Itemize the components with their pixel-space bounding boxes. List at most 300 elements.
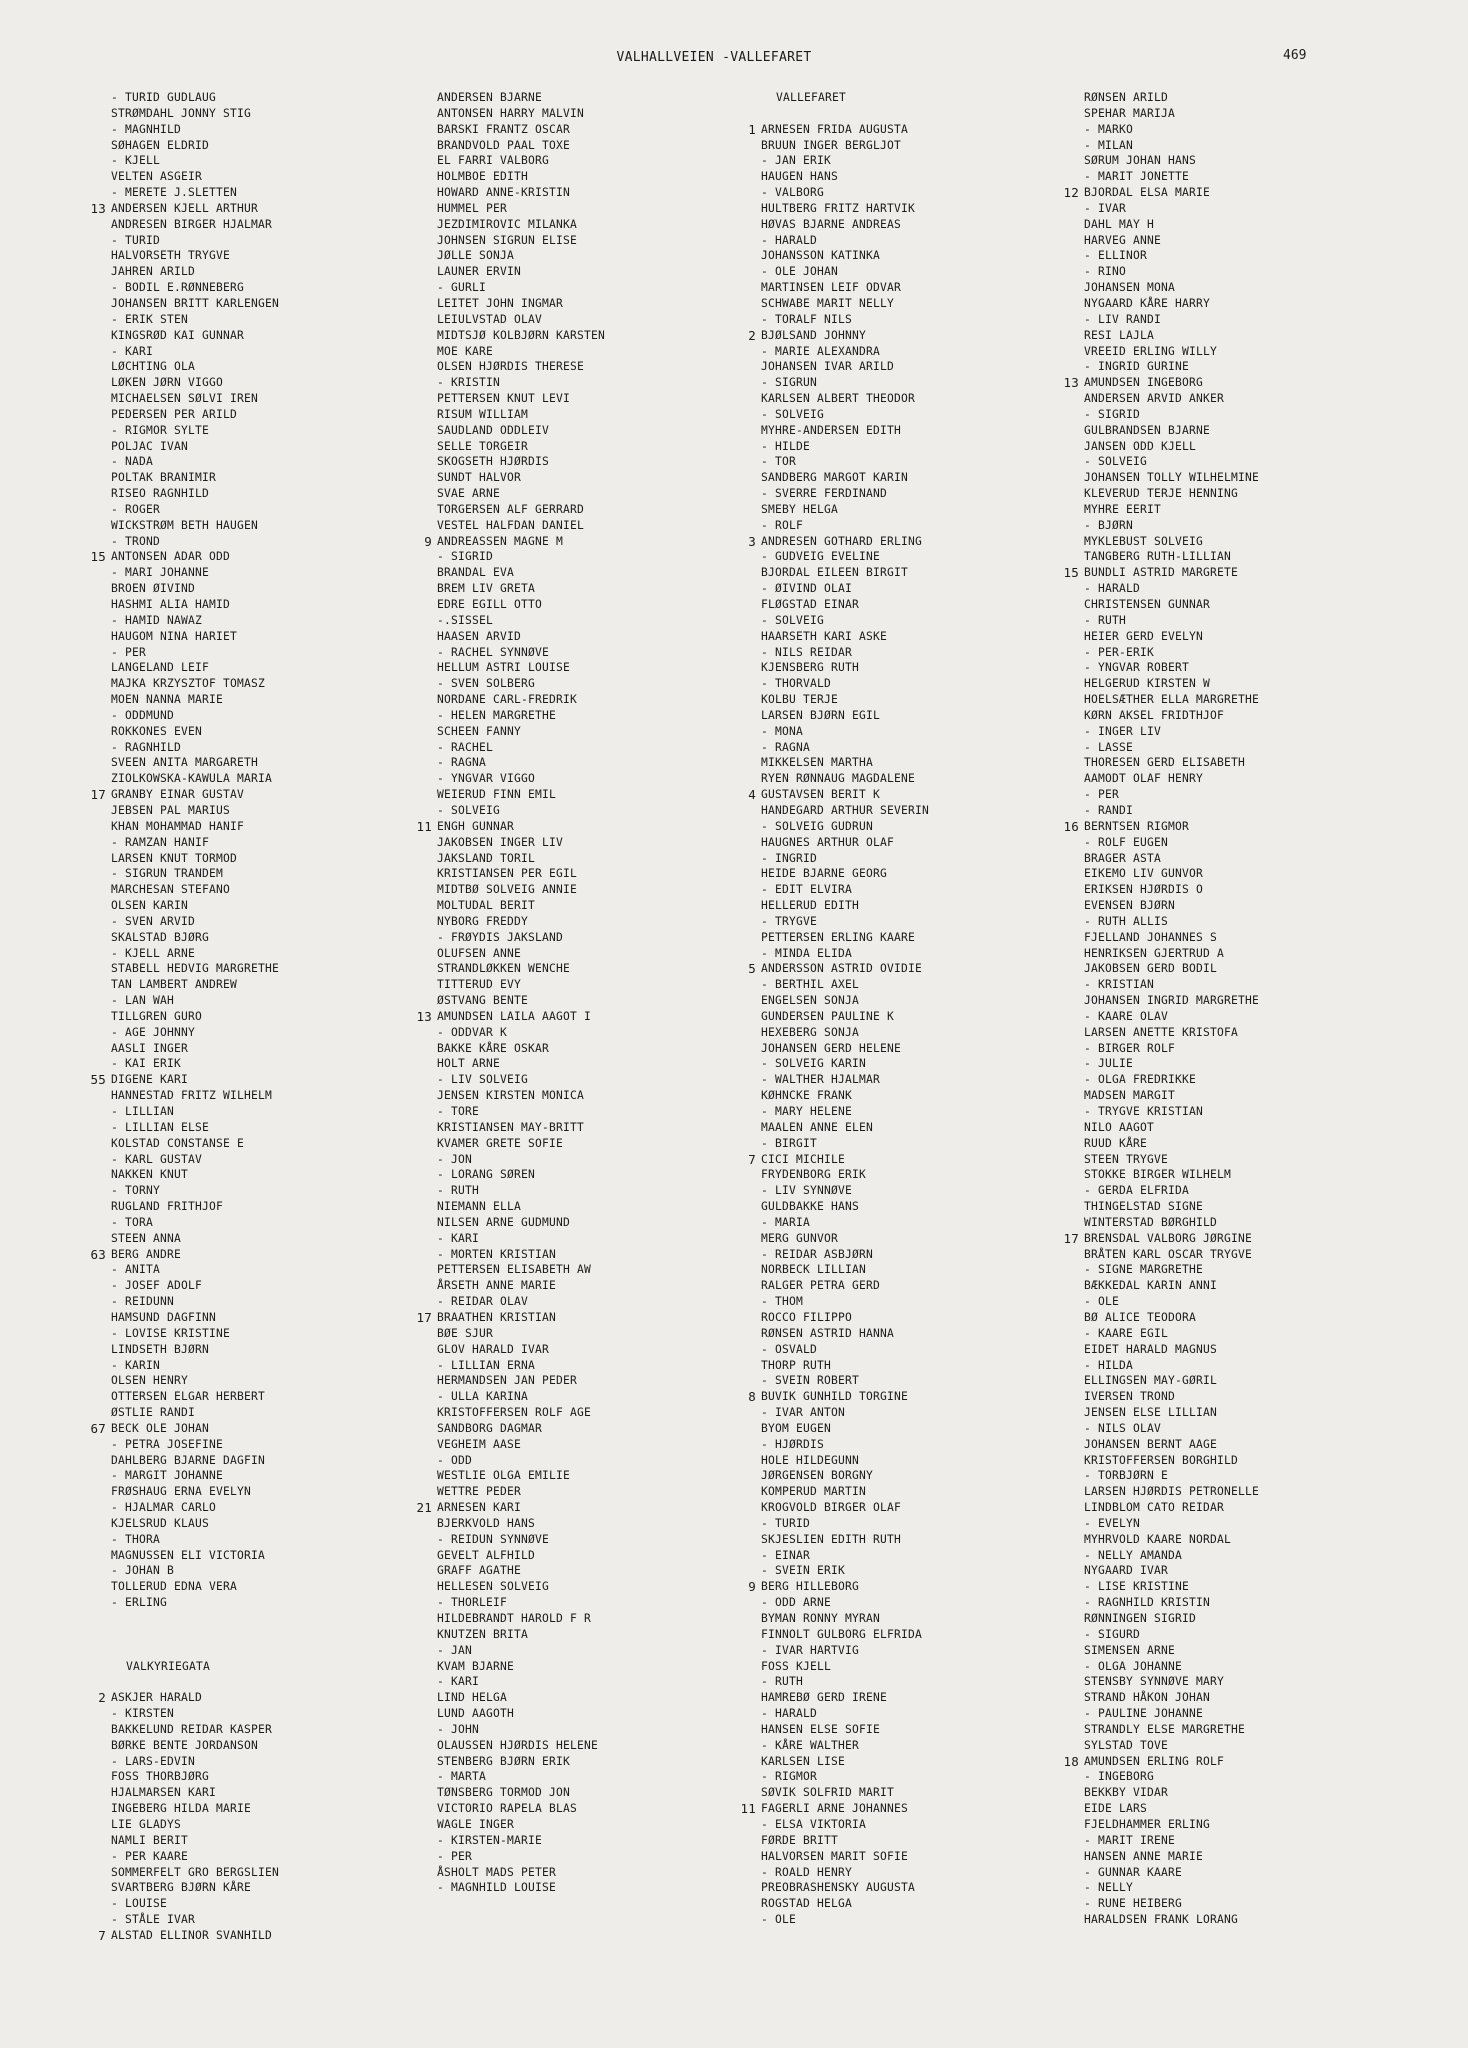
directory-entry [80, 1152, 420, 1168]
resident-name: LARSEN KNUT TORMOD [111, 851, 238, 865]
directory-entry [1053, 645, 1393, 661]
resident-name: KJENSBERG RUTH [761, 661, 860, 675]
resident-name: SMEBY HELGA [761, 502, 839, 516]
directory-entry [730, 755, 1070, 771]
directory-entry [406, 771, 746, 787]
directory-entry [1053, 1849, 1393, 1865]
resident-name: - JOHN [437, 1722, 480, 1736]
directory-entry [1053, 1262, 1393, 1278]
resident-name: JOHANSEN BRITT KARLENGEN [111, 296, 280, 310]
directory-entry [406, 1009, 746, 1025]
directory-entry [406, 1247, 746, 1263]
resident-name: KHAN MOHAMMAD HANIF [111, 819, 245, 833]
resident-name: - RANDI [1084, 803, 1134, 817]
directory-entry [730, 1405, 1070, 1421]
resident-name: LEIULVSTAD OLAV [437, 312, 543, 326]
resident-name: JOHANSEN BERNT AAGE [1084, 1437, 1218, 1451]
resident-name: HAUGEN HANS [761, 170, 839, 184]
resident-name: MYHRE EERIT [1084, 502, 1162, 516]
resident-name: BYOM EUGEN [761, 1421, 832, 1435]
resident-name: DAHL MAY H [1084, 217, 1155, 231]
directory-entry [1053, 1072, 1393, 1088]
resident-name: - KAARE EGIL [1084, 1326, 1169, 1340]
directory-entry [80, 629, 420, 645]
directory-entry [406, 1532, 746, 1548]
directory-entry [1053, 534, 1393, 550]
resident-name: STENBERG BJØRN ERIK [437, 1754, 571, 1768]
resident-name: JEZDIMIROVIC MILANKA [437, 217, 578, 231]
directory-entry [80, 1358, 420, 1374]
resident-name: HANDEGARD ARTHUR SEVERIN [761, 803, 930, 817]
resident-name: - KARIN [111, 1358, 161, 1372]
resident-name: - REIDAR OLAV [437, 1295, 529, 1309]
directory-entry [406, 1421, 746, 1437]
resident-name: POLTAK BRANIMIR [111, 471, 217, 485]
resident-name: MARTINSEN LEIF ODVAR [761, 281, 902, 295]
house-number: 55 [90, 1072, 106, 1088]
directory-entry [730, 122, 1070, 138]
directory-entry [730, 882, 1070, 898]
directory-entry [1053, 169, 1393, 185]
resident-name: STENSBY SYNNØVE MARY [1084, 1675, 1225, 1689]
directory-entry [730, 740, 1070, 756]
resident-name: KOLBU TERJE [761, 693, 839, 707]
resident-name: HEIER GERD EVELYN [1084, 629, 1204, 643]
directory-entry [406, 1595, 746, 1611]
resident-name: - RAGNHILD KRISTIN [1084, 1596, 1211, 1610]
directory-entry [80, 344, 420, 360]
resident-name: ENGELSEN SONJA [761, 994, 860, 1008]
directory-entry [80, 977, 420, 993]
resident-name: HANNESTAD FRITZ WILHELM [111, 1089, 273, 1103]
resident-name: KARLSEN ALBERT THEODOR [761, 392, 916, 406]
directory-entry [406, 1231, 746, 1247]
directory-entry [406, 1120, 746, 1136]
resident-name: - AGE JOHNNY [111, 1025, 196, 1039]
directory-entry [1053, 470, 1393, 486]
directory-entry [406, 1690, 746, 1706]
directory-entry [80, 708, 420, 724]
resident-name: KVAM BJARNE [437, 1659, 515, 1673]
directory-entry [80, 1231, 420, 1247]
directory-entry [730, 724, 1070, 740]
resident-name: MOEN NANNA MARIE [111, 693, 224, 707]
resident-name: SCHWABE MARIT NELLY [761, 296, 895, 310]
resident-name: JOHANSEN INGRID MARGRETHE [1084, 994, 1260, 1008]
directory-entry [1053, 946, 1393, 962]
directory-entry [730, 597, 1070, 613]
directory-entry [406, 993, 746, 1009]
directory-entry [730, 1025, 1070, 1041]
directory-entry [80, 565, 420, 581]
resident-name: VEGHEIM AASE [437, 1437, 522, 1451]
resident-name: - INGRID GURINE [1084, 360, 1190, 374]
directory-entry [1053, 565, 1393, 581]
resident-name: - RIGMOR SYLTE [111, 423, 210, 437]
resident-name: EDRE EGILL OTTO [437, 598, 543, 611]
resident-name: PETTERSEN ERLING KAARE [761, 930, 916, 944]
house-number: 11 [740, 1801, 756, 1817]
directory-entry [730, 296, 1070, 312]
resident-name: BREM LIV GRETA [437, 582, 536, 596]
resident-name: KNUTZEN BRITA [437, 1627, 529, 1641]
resident-name: HARALDSEN FRANK LORANG [1084, 1913, 1239, 1927]
directory-entry [1053, 391, 1393, 407]
directory-entry [1053, 1659, 1393, 1675]
directory-entry [406, 1215, 746, 1231]
house-number: 15 [1063, 565, 1079, 581]
directory-entry [406, 977, 746, 993]
directory-entry [730, 565, 1070, 581]
resident-name: INGEBERG HILDA MARIE [111, 1802, 252, 1816]
resident-name: STEEN ANNA [111, 1231, 182, 1245]
resident-name: SANDBERG MARGOT KARIN [761, 471, 909, 485]
resident-name: - RAGNA [437, 756, 487, 770]
directory-entry [730, 1769, 1070, 1785]
resident-name: DAHLBERG BJARNE DAGFIN [111, 1453, 266, 1467]
resident-name: LARSEN BJØRN EGIL [761, 708, 881, 722]
directory-entry [730, 1785, 1070, 1801]
directory-entry [406, 1484, 746, 1500]
resident-name: - EDIT ELVIRA [761, 883, 853, 897]
directory-entry [406, 1754, 746, 1770]
directory-entry [1053, 1152, 1393, 1168]
directory-entry [80, 993, 420, 1009]
directory-entry [730, 138, 1070, 154]
resident-name: ÅSHOLT MADS PETER [437, 1865, 557, 1879]
resident-name: MIKKELSEN MARTHA [761, 756, 874, 770]
resident-name: CHRISTENSEN GUNNAR [1084, 598, 1211, 611]
resident-name: - SOLVEIG [761, 407, 825, 421]
directory-entry [730, 787, 1070, 803]
directory-entry [1053, 1484, 1393, 1500]
resident-name: KRISTOFFERSEN BORGHILD [1084, 1453, 1239, 1467]
directory-entry [730, 1833, 1070, 1849]
directory-entry [80, 423, 420, 439]
resident-name: SANDBORG DAGMAR [437, 1421, 543, 1435]
resident-name: KARLSEN LISE [761, 1754, 846, 1768]
directory-entry [730, 359, 1070, 375]
directory-entry [730, 1389, 1070, 1405]
resident-name: - PER [437, 1849, 473, 1863]
directory-entry [80, 534, 420, 550]
directory-entry [406, 1817, 746, 1833]
directory-entry [1053, 407, 1393, 423]
directory-entry [406, 1801, 746, 1817]
directory-entry [80, 1801, 420, 1817]
directory-entry [1053, 1421, 1393, 1437]
directory-entry [80, 328, 420, 344]
resident-name: NILSEN ARNE GUDMUND [437, 1215, 571, 1229]
directory-entry [730, 1231, 1070, 1247]
resident-name: - MARI JOHANNE [111, 566, 210, 580]
resident-name: BØE SJUR [437, 1326, 494, 1340]
resident-name: - KARI [437, 1675, 480, 1689]
house-number: 2 [748, 327, 756, 343]
directory-entry [730, 851, 1070, 867]
resident-name: - TOR [761, 455, 797, 469]
resident-name: RØNSEN ARILD [1084, 91, 1169, 104]
directory-entry [80, 1532, 420, 1548]
resident-name: - ERLING [111, 1596, 168, 1610]
resident-name: - TORBJØRN E [1084, 1469, 1169, 1483]
resident-name: AMUNDSEN INGEBORG [1084, 376, 1204, 390]
directory-entry [1053, 296, 1393, 312]
directory-entry [406, 613, 746, 629]
resident-name: - SIGRID [1084, 407, 1141, 421]
directory-entry [730, 581, 1070, 597]
resident-name: - LORANG SØREN [437, 1168, 536, 1182]
directory-entry [406, 1373, 746, 1389]
directory-entry [80, 1722, 420, 1738]
directory-entry [730, 549, 1070, 565]
directory-entry [80, 581, 420, 597]
resident-name: - FRØYDIS JAKSLAND [437, 930, 564, 944]
resident-name: SIMENSEN ARNE [1084, 1643, 1176, 1657]
street-heading [730, 90, 1070, 106]
directory-entry [406, 1722, 746, 1738]
directory-entry [730, 1849, 1070, 1865]
directory-entry [80, 803, 420, 819]
directory-entry [406, 106, 746, 122]
resident-name: - SVEIN ROBERT [761, 1374, 860, 1388]
directory-entry [406, 486, 746, 502]
directory-entry [406, 1563, 746, 1579]
directory-entry [406, 1167, 746, 1183]
directory-entry [80, 1041, 420, 1057]
resident-name: - IVAR ANTON [761, 1406, 846, 1420]
directory-entry [1053, 1880, 1393, 1896]
directory-entry [730, 866, 1070, 882]
directory-entry [80, 1595, 420, 1611]
resident-name: JOHANSEN GERD HELENE [761, 1041, 902, 1055]
house-number: 13 [416, 1008, 432, 1024]
directory-entry [80, 1294, 420, 1310]
directory-entry [730, 835, 1070, 851]
directory-entry [80, 1326, 420, 1342]
resident-name: - BODIL E.RØNNEBERG [111, 281, 245, 295]
resident-name: HEXEBERG SONJA [761, 1025, 860, 1039]
resident-name: DIGENE KARI [111, 1073, 189, 1087]
resident-name: - SOLVEIG [437, 803, 501, 817]
directory-entry [1053, 1579, 1393, 1595]
directory-entry [730, 898, 1070, 914]
directory-entry [730, 1468, 1070, 1484]
resident-name: - LASSE [1084, 740, 1134, 754]
directory-entry [80, 1785, 420, 1801]
directory-entry [1053, 740, 1393, 756]
directory-entry [730, 534, 1070, 550]
resident-name: BJØLSAND JOHNNY [761, 328, 867, 342]
directory-entry [730, 1563, 1070, 1579]
resident-name: ANDRESEN BIRGER HJALMAR [111, 217, 273, 231]
directory-entry [1053, 1342, 1393, 1358]
directory-entry [730, 1643, 1070, 1659]
resident-name: HENRIKSEN GJERTRUD A [1084, 946, 1225, 960]
resident-name: EVENSEN BJØRN [1084, 899, 1176, 913]
directory-entry [1053, 1706, 1393, 1722]
house-number: 17 [1063, 1230, 1079, 1246]
directory-entry [730, 1294, 1070, 1310]
directory-entry [730, 1310, 1070, 1326]
resident-name: - KAI ERIK [111, 1057, 182, 1071]
resident-name: BUNDLI ASTRID MARGRETE [1084, 566, 1239, 580]
resident-name: SVEEN ANITA MARGARETH [111, 756, 259, 770]
directory-entry [80, 724, 420, 740]
directory-entry [1053, 1247, 1393, 1263]
directory-entry [1053, 122, 1393, 138]
directory-entry [80, 217, 420, 233]
resident-name: HAUGOM NINA HARIET [111, 629, 238, 643]
directory-entry [80, 1484, 420, 1500]
house-number: 5 [748, 961, 756, 977]
directory-entry [80, 851, 420, 867]
resident-name: BERG HILLEBORG [761, 1580, 860, 1594]
directory-entry [406, 1659, 746, 1675]
resident-name: - THORA [111, 1532, 161, 1546]
directory-entry [1053, 961, 1393, 977]
resident-name: RALGER PETRA GERD [761, 1279, 881, 1293]
resident-name: ALSTAD ELLINOR SVANHILD [111, 1928, 273, 1942]
resident-name: - NILS OLAV [1084, 1421, 1162, 1435]
directory-entry [1053, 1136, 1393, 1152]
resident-name: - RACHEL SYNNØVE [437, 645, 550, 659]
resident-name: GEVELT ALFHILD [437, 1548, 536, 1562]
directory-entry [730, 930, 1070, 946]
house-number: 17 [416, 1309, 432, 1325]
directory-entry [1053, 549, 1393, 565]
resident-name: - LOUISE [111, 1897, 168, 1911]
directory-entry [730, 375, 1070, 391]
resident-name: - ROLF [761, 518, 804, 532]
resident-name: - TROND [111, 534, 161, 548]
resident-name: WESTLIE OLGA EMILIE [437, 1469, 571, 1483]
directory-entry [730, 914, 1070, 930]
directory-entry [80, 1342, 420, 1358]
directory-entry [730, 819, 1070, 835]
directory-entry [406, 1072, 746, 1088]
directory-entry [730, 1152, 1070, 1168]
resident-name: - INGEBORG [1084, 1770, 1155, 1784]
directory-entry [1053, 581, 1393, 597]
directory-entry [730, 1865, 1070, 1881]
directory-entry [730, 1690, 1070, 1706]
directory-entry [406, 375, 746, 391]
resident-name: - JOHAN B [111, 1564, 175, 1578]
directory-entry [80, 1215, 420, 1231]
directory-entry [730, 1437, 1070, 1453]
directory-entry [1053, 1405, 1393, 1421]
resident-name: LIND HELGA [437, 1691, 508, 1705]
resident-name: - INGRID [761, 851, 818, 865]
resident-name: LANGELAND LEIF [111, 661, 210, 675]
resident-name: JENSEN KIRSTEN MONICA [437, 1089, 585, 1103]
resident-name: SVAE ARNE [437, 487, 501, 501]
directory-entry [406, 898, 746, 914]
directory-entry [406, 740, 746, 756]
directory-entry [406, 359, 746, 375]
resident-name: RYEN RØNNAUG MAGDALENE [761, 772, 916, 786]
resident-name: - BIRGIT [761, 1136, 818, 1150]
resident-name: SVARTBERG BJØRN KÅRE [111, 1881, 252, 1895]
directory-entry [80, 264, 420, 280]
resident-name: ÅRSETH ANNE MARIE [437, 1279, 557, 1293]
directory-entry [80, 185, 420, 201]
resident-name: FRØSHAUG ERNA EVELYN [111, 1485, 252, 1499]
resident-name: BRAGER ASTA [1084, 851, 1162, 865]
directory-entry [730, 1120, 1070, 1136]
directory-entry [730, 1516, 1070, 1532]
resident-name: FINNOLT GULBORG ELFRIDA [761, 1627, 923, 1641]
resident-name: STRØMDAHL JONNY STIG [111, 106, 252, 120]
directory-entry [730, 518, 1070, 534]
resident-name: KROGVOLD BIRGER OLAF [761, 1501, 902, 1515]
directory-entry [730, 1722, 1070, 1738]
resident-name: LINDBLOM CATO REIDAR [1084, 1501, 1225, 1515]
resident-name: - HARALD [761, 233, 818, 247]
directory-entry [730, 1659, 1070, 1675]
resident-name: - GURLI [437, 281, 487, 295]
directory-entry [406, 1769, 746, 1785]
resident-name: - SIGRID [437, 550, 494, 564]
directory-entry [1053, 1389, 1393, 1405]
directory-entry [730, 1738, 1070, 1754]
resident-name: NORDANE CARL-FREDRIK [437, 693, 578, 707]
resident-name: SUNDT HALVOR [437, 471, 522, 485]
directory-entry [730, 264, 1070, 280]
directory-entry [406, 90, 746, 106]
directory-entry [1053, 1088, 1393, 1104]
resident-name: BUVIK GUNHILD TORGINE [761, 1390, 909, 1404]
resident-name: LIE GLADYS [111, 1817, 182, 1831]
resident-name: BERG ANDRE [111, 1247, 182, 1261]
directory-entry [1053, 1548, 1393, 1564]
directory-entry [406, 629, 746, 645]
directory-entry [406, 787, 746, 803]
resident-name: AAMODT OLAF HENRY [1084, 772, 1204, 786]
directory-entry [80, 502, 420, 518]
resident-name: BARSKI FRANTZ OSCAR [437, 122, 571, 136]
resident-name: - TRYGVE KRISTIAN [1084, 1105, 1204, 1118]
resident-name: - IVAR HARTVIG [761, 1643, 860, 1657]
resident-name: HOWARD ANNE-KRISTIN [437, 186, 571, 200]
directory-entry [80, 153, 420, 169]
directory-entry [1053, 914, 1393, 930]
resident-name: TOLLERUD EDNA VERA [111, 1580, 238, 1594]
directory-entry [80, 1310, 420, 1326]
directory-entry [730, 1611, 1070, 1627]
resident-name: JENSEN ELSE LILLIAN [1084, 1406, 1218, 1420]
resident-name: - NILS REIDAR [761, 645, 853, 659]
resident-name: - RINO [1084, 265, 1127, 279]
resident-name: - MERETE J.SLETTEN [111, 186, 238, 200]
directory-column-2 [406, 90, 746, 1896]
directory-entry [1053, 977, 1393, 993]
resident-name: ROCCO FILIPPO [761, 1310, 853, 1324]
resident-name: ASKJER HARALD [111, 1691, 203, 1705]
resident-name: - MONA [761, 724, 804, 738]
directory-entry [80, 676, 420, 692]
directory-entry [406, 1611, 746, 1627]
house-number: 4 [748, 787, 756, 803]
resident-name: - BJØRN [1084, 518, 1134, 532]
resident-name: - OSVALD [761, 1342, 818, 1356]
resident-name: TORGERSEN ALF GERRARD [437, 502, 585, 516]
resident-name: - KRISTIN [437, 376, 501, 390]
directory-entry [80, 1928, 420, 1944]
resident-name: KINGSRØD KAI GUNNAR [111, 328, 245, 342]
directory-entry [406, 1579, 746, 1595]
